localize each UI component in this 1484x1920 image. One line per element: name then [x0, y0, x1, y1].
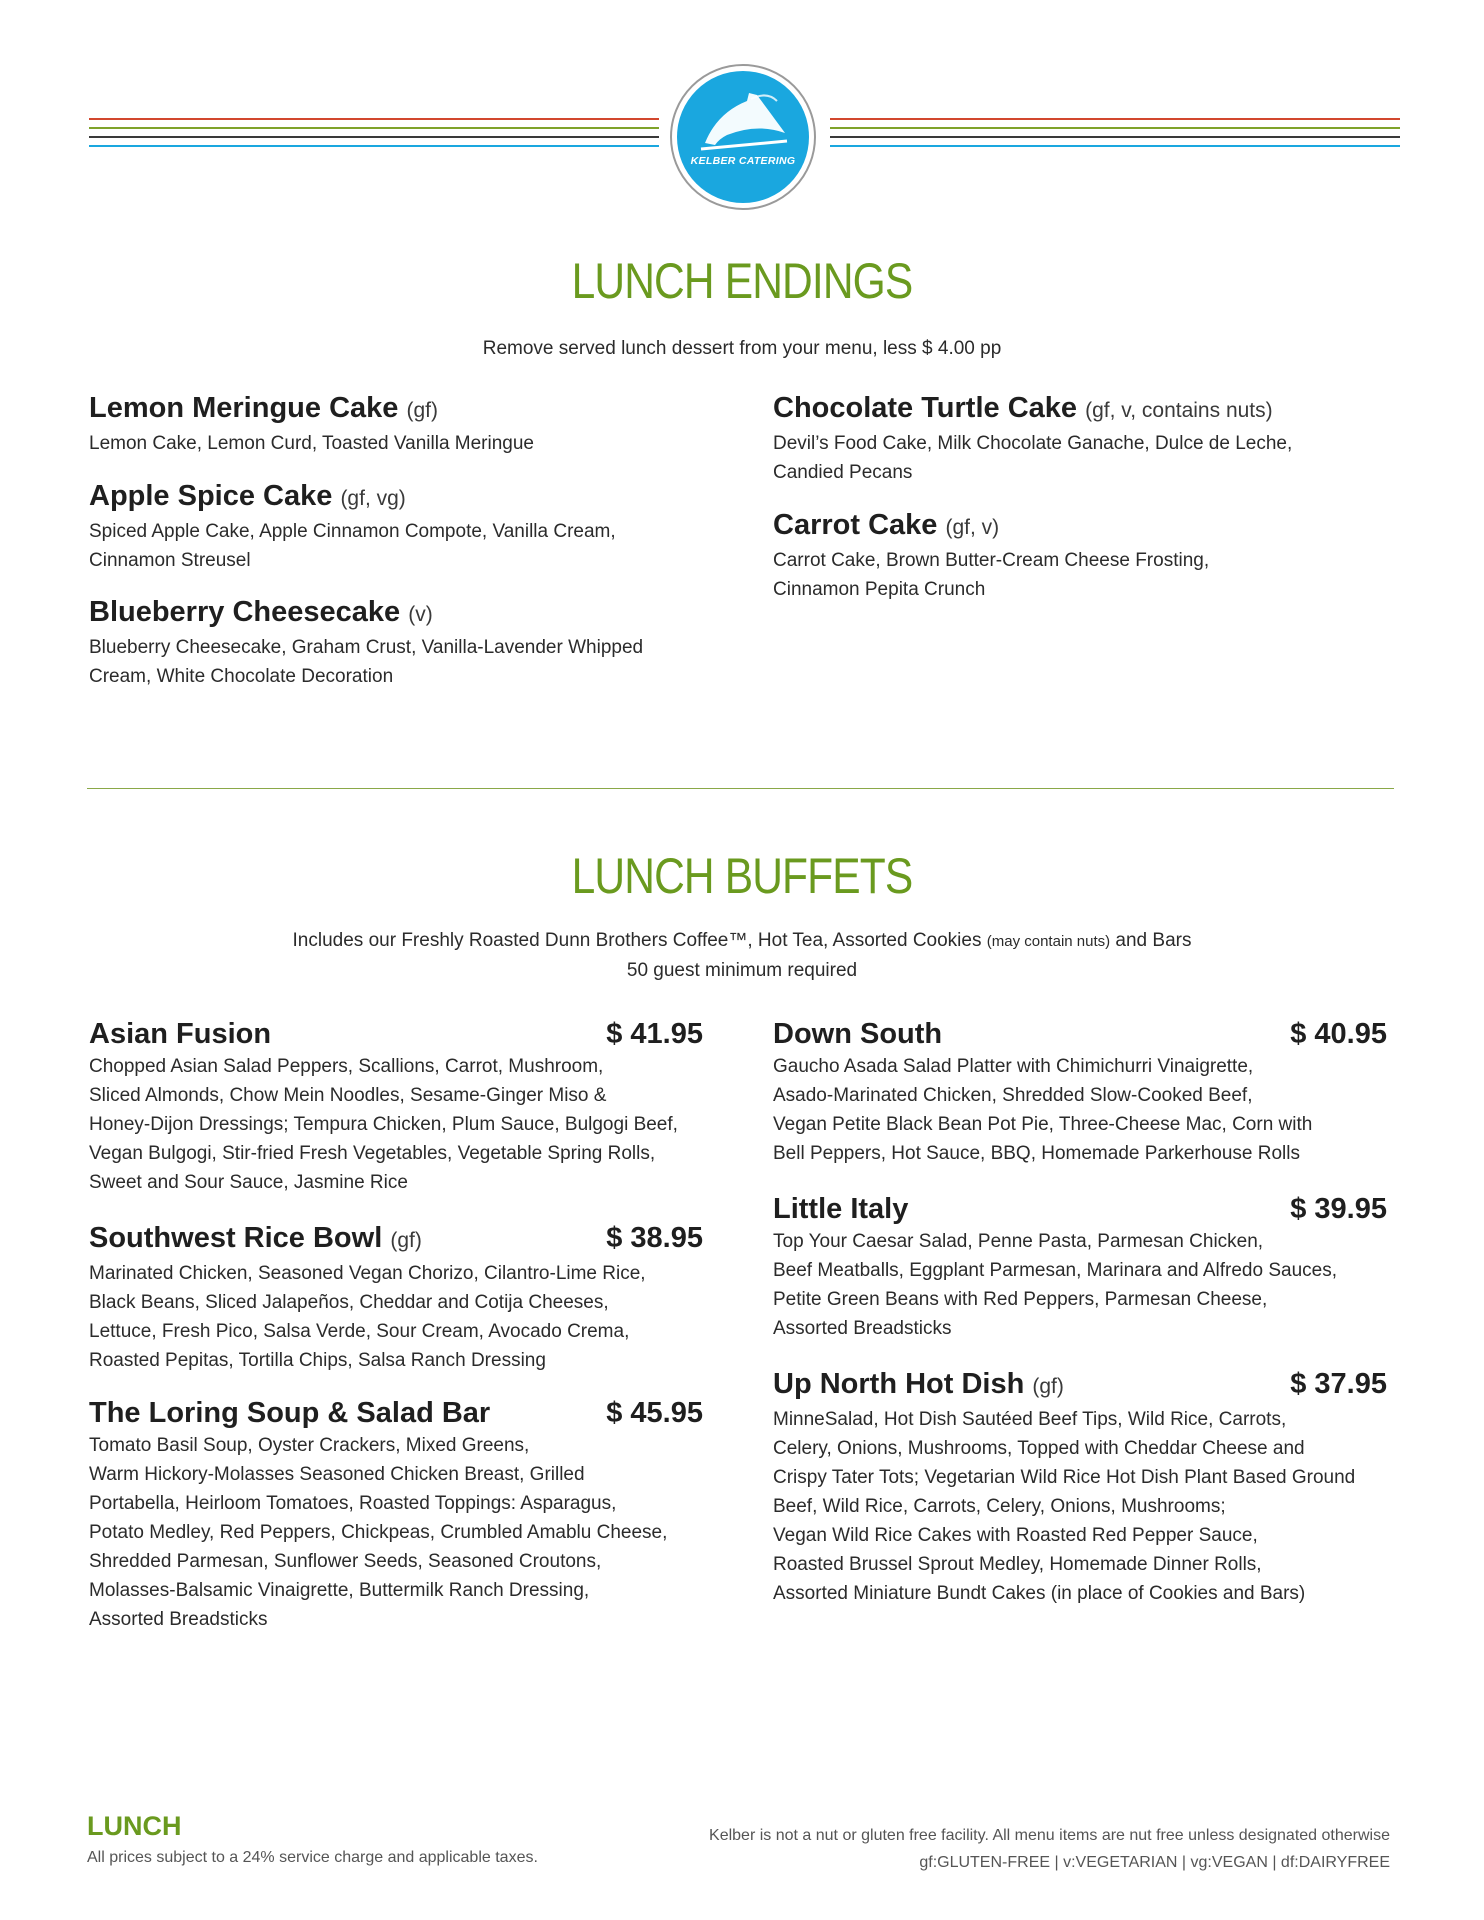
header-stripes-right: [830, 118, 1400, 154]
buffet-name: Down South $ 40.95: [773, 1018, 1387, 1050]
dessert-desc: Devil’s Food Cake, Milk Chocolate Ganache, Dulce de Leche, Candied Pecans: [773, 433, 1293, 483]
logo-text: KELBER CATERING: [690, 155, 796, 167]
dessert-item: [773, 507, 1387, 604]
dessert-name: Lemon Meringue Cake (gf): [89, 392, 438, 424]
header-stripes-left: [89, 118, 659, 154]
buffet-name: Asian Fusion $ 41.95: [89, 1018, 703, 1050]
buffet-price: $ 40.95: [1290, 1018, 1387, 1050]
buffet-item: [89, 1220, 703, 1375]
dessert-item: [89, 390, 703, 458]
buffets-title: LUNCH BUFFETS: [571, 848, 913, 904]
buffet-item: [89, 1395, 703, 1634]
buffet-item: [89, 1016, 703, 1197]
kelber-catering-logo: [670, 64, 816, 210]
endings-note: Remove served lunch dessert from your menu, less $ 4.00 pp: [482, 338, 1002, 359]
dessert-desc: Blueberry Cheesecake, Graham Crust, Vanilla-Lavender Whipped Cream, White Chocolate Decoration: [89, 637, 644, 687]
dessert-tags: (gf, vg): [340, 487, 406, 510]
buffet-price: $ 41.95: [606, 1018, 703, 1050]
buffet-desc: Top Your Caesar Salad, Penne Pasta, Parmesan Chicken, Beef Meatballs, Eggplant Parmesan, Marinara and Alfredo Sauces, Petite Green Beans with Red Peppers, Parmesan Cheese, Assorted Breadsticks: [773, 1231, 1337, 1339]
dessert-name: Chocolate Turtle Cake (gf, v, contains nuts): [773, 392, 1273, 424]
buffet-price: $ 39.95: [1290, 1193, 1387, 1225]
endings-title: LUNCH ENDINGS: [571, 253, 913, 309]
buffet-desc: Marinated Chicken, Seasoned Vegan Chorizo, Cilantro-Lime Rice, Black Beans, Sliced Jalapeños, Cheddar and Cotija Cheeses, Lettuce, Fresh Pico, Salsa Verde, Sour Cream, Avocado Crema, Roasted Pepitas, Tortilla Chips, Salsa Ranch Dressing: [89, 1263, 646, 1371]
buffet-desc: Chopped Asian Salad Peppers, Scallions, Carrot, Mushroom, Sliced Almonds, Chow Mein Noodles, Sesame-Ginger Miso & Honey-Dijon Dressings; Tempura Chicken, Plum Sauce, Bulgogi Beef, Vegan Bulgogi, Stir-fried Fresh Vegetables, Vegetable Spring Rolls, Sweet and Sour Sauce, Jasmine Rice: [89, 1056, 678, 1193]
footer-service-note: All prices subject to a 24% service charge and applicable taxes.: [87, 1849, 538, 1866]
buffet-item: [773, 1016, 1387, 1168]
dessert-desc: Lemon Cake, Lemon Curd, Toasted Vanilla Meringue: [89, 433, 534, 454]
buffet-desc: Tomato Basil Soup, Oyster Crackers, Mixed Greens, Warm Hickory-Molasses Seasoned Chicken Breast, Grilled Portabella, Heirloom Tomatoes, Roasted Toppings: Asparagus, Potato Medley, Red Peppers, Chickpeas, Crumbled Amablu Cheese, Shredded Parmesan, Sunflower Seeds, Seasoned Croutons, Molasses-Balsamic Vinaigrette, Buttermilk Ranch Dressing, Assorted Breadsticks: [89, 1435, 668, 1630]
dessert-name: Carrot Cake (gf, v): [773, 509, 1000, 541]
dessert-item: [89, 594, 703, 691]
buffet-name: Little Italy $ 39.95: [773, 1193, 1387, 1225]
buffets-note: Includes our Freshly Roasted Dunn Brothers Coffee™, Hot Tea, Assorted Cookies (may contain nuts) and Bars 50 guest minimum required: [292, 930, 1192, 981]
buffet-name: The Loring Soup & Salad Bar $ 45.95: [89, 1397, 703, 1429]
dessert-name: Apple Spice Cake (gf, vg): [89, 480, 406, 512]
buffet-desc: MinneSalad, Hot Dish Sautéed Beef Tips, Wild Rice, Carrots, Celery, Onions, Mushrooms, Topped with Cheddar Cheese and Crispy Tater Tots; Vegetarian Wild Rice Hot Dish Plant Based Ground Beef, Wild Rice, Carrots, Celery, Onions, Mushrooms; Vegan Wild Rice Cakes with Roasted Red Pepper Sauce, Roasted Brussel Sprout Medley, Homemade Dinner Rolls, Assorted Miniature Bundt Cakes (in place of Cookies and Bars): [773, 1409, 1356, 1604]
dessert-name: Blueberry Cheesecake (v): [89, 596, 433, 628]
footer-dietary-legend: Kelber is not a nut or gluten free facility. All menu items are nut free unless designated otherwise gf:GLUTEN-FREE | v:VEGETARIAN | vg:VEGAN | df:DAIRYFREE: [709, 1827, 1390, 1871]
buffet-item: [773, 1366, 1387, 1608]
section-divider: [87, 788, 1394, 789]
cloche-icon: [677, 71, 809, 203]
buffet-price: $ 38.95: [606, 1222, 703, 1254]
buffet-desc: Gaucho Asada Salad Platter with Chimichurri Vinaigrette, Asado-Marinated Chicken, Shredded Slow-Cooked Beef, Vegan Petite Black Bean Pot Pie, Three-Cheese Mac, Corn with Bell Peppers, Hot Sauce, BBQ, Homemade Parkerhouse Rolls: [773, 1056, 1313, 1164]
buffet-name: Southwest Rice Bowl (gf) $ 38.95: [89, 1222, 703, 1254]
dessert-tags: (v): [408, 603, 433, 626]
dessert-desc: Spiced Apple Cake, Apple Cinnamon Compote, Vanilla Cream, Cinnamon Streusel: [89, 521, 616, 571]
buffet-price: $ 45.95: [606, 1397, 703, 1429]
buffet-tags: (gf): [1032, 1375, 1064, 1398]
buffet-item: [773, 1191, 1387, 1343]
footer-title: LUNCH: [87, 1811, 182, 1841]
buffet-name: Up North Hot Dish (gf) $ 37.95: [773, 1368, 1387, 1400]
dessert-tags: (gf, v): [945, 516, 1000, 539]
dessert-tags: (gf, v, contains nuts): [1085, 399, 1273, 422]
buffet-tags: (gf): [390, 1229, 422, 1252]
buffet-price: $ 37.95: [1290, 1368, 1387, 1400]
dessert-desc: Carrot Cake, Brown Butter-Cream Cheese Frosting, Cinnamon Pepita Crunch: [773, 550, 1210, 600]
dessert-item: [89, 478, 703, 575]
dessert-tags: (gf): [406, 399, 438, 422]
dessert-item: [773, 390, 1387, 487]
